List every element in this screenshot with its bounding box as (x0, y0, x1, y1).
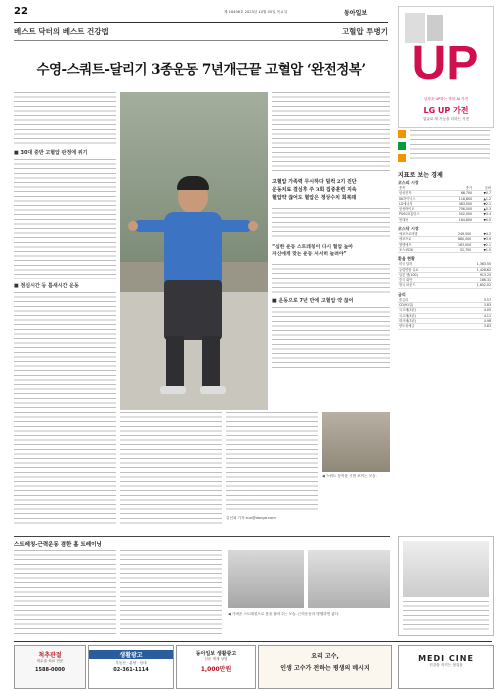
medicine-ad[interactable]: MEDI CINE 건강을 지키는 첫걸음 (398, 645, 494, 689)
table-row: 양도성예금 3.83 (399, 324, 491, 329)
market-title: 지표로 보는 경제 (398, 172, 443, 179)
table-row: 엘앤에프 163,000 ▼2.1 (399, 242, 491, 247)
ad-tagline: 업글로 새 기능을 더하는 가전 (422, 117, 470, 121)
table-row: 콜금리 3.57 (399, 297, 491, 302)
ad-sub: 일상을 UP하는 착한 AI 가전 (423, 97, 469, 101)
table3-title: 환율 현황 (398, 256, 415, 262)
kosdaq-table (398, 232, 492, 253)
page-number: 22 (14, 6, 28, 17)
table-row: POSCO홀딩스 502,000 ▼3.4 (399, 212, 491, 217)
pullquote: 고혈압 가족력 무시하다 덜컥 2기 진단 운동치료 결심후 주 3회 집중훈련 지속 혈압약 끊어도 혈압은 정상수치 회복돼 (272, 179, 357, 201)
ads-rule (14, 641, 492, 642)
page-header (14, 6, 388, 20)
exercise-photo (120, 92, 268, 410)
byline: 김선희 기자 sun@donga.com (226, 516, 276, 520)
subhead-1: ■ 30대 중반 고혈압 판정에 위기 (14, 150, 88, 156)
section-title: 베스트 닥터의 베스트 건강법 (14, 27, 109, 36)
table-row: CD(91일) 3.83 (399, 303, 491, 308)
rate-table (398, 298, 492, 330)
realestate-ad[interactable]: 생활광고 부동산 · 분양 · 임대 02-361-1114 (88, 645, 174, 689)
table-row: 에코프로 880,000 ▼3.9 (399, 237, 491, 242)
bottom-rule (14, 536, 390, 537)
lg-up-ad[interactable] (398, 6, 494, 128)
info-boxes (398, 130, 492, 166)
bottom-article (14, 550, 390, 638)
table-row: 삼성바이오 706,000 ▲0.3 (399, 207, 491, 212)
up-logo: UP (411, 37, 479, 90)
book-ad[interactable]: 요리 고수, 인생 고수가 전하는 평생의 메시지 (258, 645, 392, 689)
fx-table (398, 262, 492, 288)
spine-clinic-ad[interactable]: 척추관절 비수술 치료 전문 1588-0000 (14, 645, 86, 689)
table-row: 일본 엔(100) 913.25 (399, 272, 491, 277)
article-column-3 (272, 92, 390, 409)
section-rule (14, 40, 388, 41)
table-row: 회사채(3년) 4.98 (399, 318, 491, 323)
bottom-headline: 스트레칭-근력운동 겸한 홈 트레이닝 (14, 542, 102, 548)
sidebar-exercise-ad[interactable] (398, 536, 494, 636)
table-row: 중국 위안 186.31 (399, 278, 491, 283)
market-tables (398, 180, 492, 330)
header-rule (14, 22, 388, 23)
table-row: SK하이닉스 118,800 ▲1.2 (399, 196, 491, 201)
kospi-table: 종목 종가 등락 삼성전자 66,700 ▼0.7 SK하이닉스 118,800 ▲1.2 LG에너지 463,000 ▼2.1 삼성바이오 706,000 ▲0.3 POSCO홀딩스 502,000 ▼3.4 현대차 184,800 ▼0.5 (399, 186, 491, 222)
table-row: 포스코DX 52,700 ▼1.5 (399, 247, 491, 252)
table-row: LG에너지 463,000 ▼2.1 (399, 201, 491, 206)
table4-title: 금리 (398, 291, 406, 297)
table-row: 유럽연합 유로 1,428.62 (399, 267, 491, 272)
stretch-photo-1 (228, 550, 304, 608)
ad-brand: LG UP 가전 (423, 106, 469, 115)
table-row: 현대차 184,800 ▼0.5 (399, 217, 491, 222)
table-row: 미국 달러 1,363.50 (399, 262, 491, 267)
subhead-2: ■ 점심시간 등 틈새시간 운동 (14, 283, 79, 289)
newspaper-name: 동아일보 (344, 10, 368, 17)
article-lower (14, 412, 390, 532)
article-headline: 수영-스쿼트-달리기 3종운동 7년개근끝 고혈압 ‘완전정복’ (36, 62, 366, 78)
stretch-photo-2 (308, 550, 390, 608)
elderly-photo (322, 412, 390, 472)
table-row: 삼성전자 66,700 ▼0.7 (399, 191, 491, 196)
table2-title: 코스닥 시장 (398, 226, 419, 232)
subhead-3: ■ 운동으로 7년 만에 고혈압 약 끊어 (272, 298, 354, 304)
section-right-title: 고혈압 투병기 (341, 27, 388, 36)
bottom-caption: ◀ 가벼운 스트레칭으로 몸을 풀어주는 모습. 근력운동과 병행하면 좋다. (228, 612, 340, 616)
quote-2: “심한 운동 스트레칭이 다시 혈압 높아 자신에게 맞는 운동 서서히 늘려야” (272, 245, 354, 257)
photo-caption: ◀ 스쿼트 동작을 시범 보이는 모습. (322, 474, 377, 478)
table1-title: 코스피 시장 (398, 180, 419, 185)
classified-ad[interactable]: 동아일보 생활광고 신문 게재 상담 1,000만원 (176, 645, 256, 689)
table-row: 영국 파운드 1,652.02 (399, 283, 491, 288)
section-bar (14, 26, 388, 38)
issue-info: 제 16496호 2023년 10월 05일 목요일 (224, 10, 288, 14)
table-row: 국고채(5년) 4.11 (399, 313, 491, 318)
article-column-1 (14, 92, 116, 409)
table-row: 에코프로비엠 249,500 ▼4.2 (399, 232, 491, 237)
table-row: 국고채(3년) 4.05 (399, 308, 491, 313)
